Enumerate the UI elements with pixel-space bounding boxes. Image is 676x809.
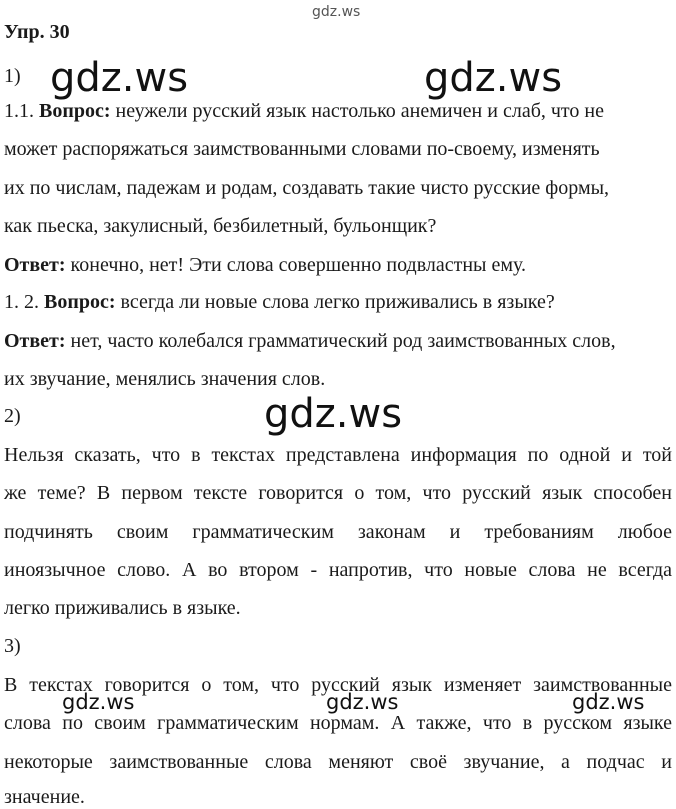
question-1-text-line-1: неужели русский язык настолько анемичен и слаб, что не — [115, 100, 604, 122]
answer-1-text: конечно, нет! Эти слова совершенно подвластны ему. — [70, 254, 527, 276]
question-1-text-line-4: как пьеска, закулисный, безбилетный, бульонщик? — [4, 215, 437, 237]
question-2-number: 1. 2. — [4, 291, 39, 313]
section-2-line-1: Нельзя сказать, что в текстах представлена информация по одной и той — [4, 444, 672, 466]
question-1-text-line-3: их по числам, падежам и родам, создавать такие чисто русские формы, — [4, 177, 610, 199]
watermark-big-center: gdz.ws — [264, 391, 403, 437]
question-2-text: всегда ли новые слова легко приживались в языке? — [120, 291, 555, 313]
section-3-number: 3) — [4, 635, 21, 657]
watermark-small-left: gdz.ws — [62, 690, 135, 714]
answer-1-label: Ответ: — [4, 254, 66, 276]
question-2 — [4, 290, 672, 314]
question-1-label: Вопрос: — [39, 100, 111, 122]
question-1-text-line-2: может распоряжаться заимствованными словами по-своему, изменять — [4, 138, 600, 160]
section-2-line-3: подчинять своим грамматическим законам и требованиям любое — [4, 521, 672, 543]
section-2-number: 2) — [4, 405, 21, 427]
section-3-line-1: В текстах говорится о том, что русский язык изменяет заимствованные — [4, 674, 672, 696]
section-3-line-4: значение. — [4, 786, 85, 808]
watermark-big-left: gdz.ws — [50, 55, 189, 101]
section-2-line-5: легко приживались в языке. — [4, 597, 241, 619]
answer-2-label: Ответ: — [4, 330, 66, 352]
section-1-number: 1) — [4, 65, 21, 87]
question-1-number: 1.1. — [4, 100, 34, 122]
answer-2-text-line-2: их звучание, менялись значения слов. — [4, 368, 326, 390]
section-3-line-2: слова по своим грамматическим нормам. А также, что в русском языке — [4, 712, 672, 734]
section-3-line-3: некоторые заимствованные слова меняют своё звучание, а подчас и — [4, 751, 672, 773]
watermark-small-right: gdz.ws — [572, 690, 645, 714]
watermark-top: gdz.ws — [312, 4, 361, 20]
question-2-label: Вопрос: — [44, 291, 116, 313]
exercise-title: Упр. 30 — [4, 21, 70, 43]
answer-2-text-line-1: нет, часто колебался грамматический род заимствованных слов, — [70, 330, 616, 352]
question-1 — [4, 99, 672, 123]
section-2-line-2: же теме? В первом тексте говорится о том, что русский язык способен — [4, 482, 672, 504]
answer-2 — [4, 329, 672, 353]
watermark-small-center: gdz.ws — [326, 690, 399, 714]
section-2-line-4: иноязычное слово. А во втором - напротив, что новые слова не всегда — [4, 559, 672, 581]
answer-1 — [4, 253, 672, 277]
watermark-big-right: gdz.ws — [424, 55, 563, 101]
